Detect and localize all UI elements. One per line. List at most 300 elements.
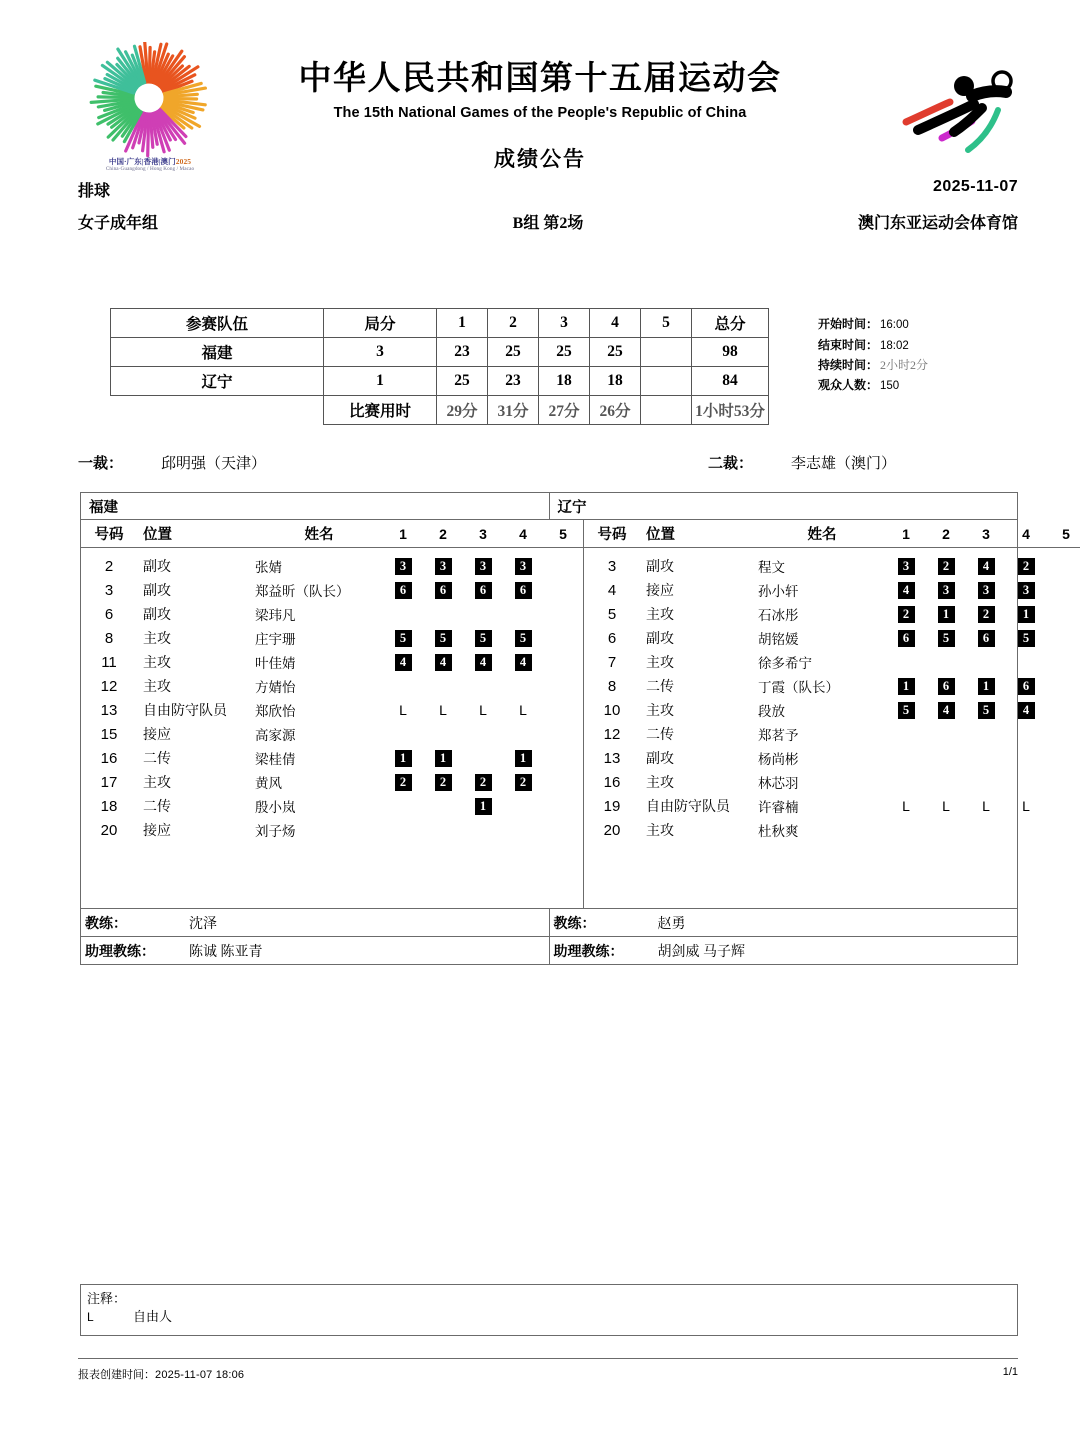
player-set-slot: [383, 774, 423, 791]
player-row: [584, 794, 1080, 818]
roster-header-pos: 位置: [646, 527, 675, 543]
page-header: [0, 0, 1080, 172]
rotation-badge: 3: [978, 582, 995, 599]
match-info-value: 16:00: [880, 319, 909, 331]
footer-page-number: 1/1: [1002, 1366, 1018, 1378]
player-set-slot: [383, 630, 423, 647]
player-set-slot: [966, 558, 1006, 575]
player-set-slot: [966, 606, 1006, 623]
player-set-slot: [503, 630, 543, 647]
score-duration-cell: 31分: [488, 396, 539, 425]
player-row: [81, 626, 583, 650]
player-number: 3: [607, 557, 617, 575]
score-set-cell: 25: [488, 338, 539, 367]
player-set-slot: [1006, 798, 1046, 814]
rotation-badge: 3: [475, 558, 492, 575]
player-name: 梁玮凡: [255, 608, 296, 623]
player-row: [81, 794, 583, 818]
player-position: 主攻: [143, 632, 171, 647]
match-info-row: [818, 356, 928, 376]
score-header-cell: 3: [539, 309, 590, 338]
player-set-slot: [966, 798, 1006, 814]
player-set-slot: [966, 582, 1006, 599]
player-number: 19: [603, 797, 621, 815]
rotation-badge: 2: [435, 774, 452, 791]
rotation-badge: 6: [978, 630, 995, 647]
roster-set-header: 1: [902, 525, 910, 542]
libero-marker: L: [439, 702, 447, 718]
legend-key-libero: L: [87, 1310, 94, 1324]
score-duration-cell: 26分: [590, 396, 641, 425]
score-table: [110, 308, 769, 425]
libero-marker: L: [902, 798, 910, 814]
rotation-badge: 5: [475, 630, 492, 647]
assistant-label-right: 助理教练：: [553, 944, 624, 960]
match-info-row: [818, 376, 928, 397]
player-set-slot: [1006, 702, 1046, 719]
player-set-slot: [1046, 798, 1080, 814]
player-name: 高家源: [255, 728, 296, 743]
player-set-slot: [966, 630, 1006, 647]
footer-created-label: 报表创建时间：: [78, 1369, 155, 1381]
player-set-slot: [503, 774, 543, 791]
score-team-row: [111, 367, 769, 396]
page-footer: [78, 1366, 1018, 1382]
match-date: 2025-11-07: [933, 178, 1018, 195]
notes-box: [80, 1284, 1018, 1336]
player-set-positions: [886, 582, 1080, 599]
score-set-cell: 18: [539, 367, 590, 396]
match-info-label: 开始时间：: [818, 317, 879, 331]
score-header-cell: 2: [488, 309, 539, 338]
player-set-positions: [886, 558, 1080, 575]
player-position: 主攻: [646, 776, 674, 791]
score-set-cell: [641, 338, 692, 367]
assistant-right: [550, 937, 1018, 964]
player-position: 主攻: [143, 680, 171, 695]
player-row: [81, 554, 583, 578]
rotation-badge: 4: [1018, 702, 1035, 719]
player-number: 12: [100, 677, 118, 695]
rotation-badge: 6: [475, 582, 492, 599]
player-row: [584, 650, 1080, 674]
match-info-label: 持续时间：: [818, 358, 879, 372]
player-position: 副攻: [646, 560, 674, 575]
roster-column-headers: [81, 520, 583, 548]
rotation-badge: 1: [475, 798, 492, 815]
player-set-slot: [926, 678, 966, 695]
player-set-slot: [423, 774, 463, 791]
score-header-cell: 4: [590, 309, 641, 338]
roster-set-header: 5: [559, 525, 567, 542]
rotation-badge: 6: [515, 582, 532, 599]
player-row: [584, 602, 1080, 626]
rotation-badge: 1: [515, 750, 532, 767]
player-row: [584, 746, 1080, 770]
player-set-slot: [383, 582, 423, 599]
assistant-coach-row: [81, 936, 1017, 964]
player-position: 副攻: [143, 560, 171, 575]
match-info-value: 2小时2分: [880, 358, 929, 372]
libero-marker: L: [1022, 798, 1030, 814]
player-position: 二传: [646, 680, 674, 695]
player-number: 10: [603, 701, 621, 719]
player-row: [584, 626, 1080, 650]
player-set-slot: [383, 798, 423, 815]
player-row: [584, 554, 1080, 578]
player-name: 郑欣怡: [255, 704, 296, 719]
player-row: [81, 602, 583, 626]
player-number: 5: [607, 605, 617, 623]
score-duration-spacer: [111, 396, 324, 425]
player-name: 方婧怡: [255, 680, 296, 695]
player-set-slot: [886, 678, 926, 695]
assistant-label-left: 助理教练：: [85, 944, 155, 960]
page-subtitle: 成绩公告: [494, 148, 586, 171]
rotation-badge: 2: [938, 558, 955, 575]
player-position: 副攻: [143, 608, 171, 623]
rotation-badge: 5: [898, 702, 915, 719]
roster-set-header: 5: [1062, 525, 1070, 542]
score-duration-row: [111, 396, 769, 425]
player-position: 副攻: [143, 584, 171, 599]
roster-header-name: 姓名: [807, 527, 837, 543]
score-set-cell: 23: [488, 367, 539, 396]
player-row: [81, 722, 583, 746]
notes-title: 注释：: [87, 1291, 127, 1306]
player-set-slot: [1046, 606, 1080, 623]
score-team-name: 辽宁: [111, 367, 324, 396]
player-row: [81, 746, 583, 770]
match-info-row: [818, 315, 928, 336]
player-row: [584, 722, 1080, 746]
player-position: 副攻: [646, 632, 674, 647]
player-name: 林芯羽: [758, 776, 799, 791]
player-row: [584, 770, 1080, 794]
team-column-left: [81, 520, 584, 908]
player-number: 2: [104, 557, 114, 575]
player-set-slot: [543, 582, 583, 599]
player-position: 接应: [646, 584, 674, 599]
score-sets-won: 3: [324, 338, 437, 367]
player-set-slot: [926, 606, 966, 623]
player-name: 梁桂倩: [255, 752, 296, 767]
player-set-positions: [383, 774, 583, 791]
footer-divider: [78, 1358, 1018, 1359]
rotation-badge: 3: [435, 558, 452, 575]
score-total: 98: [692, 338, 769, 367]
player-set-positions: [383, 750, 583, 767]
player-set-slot: [966, 702, 1006, 719]
score-set-cell: 25: [590, 338, 641, 367]
rotation-badge: 1: [978, 678, 995, 695]
player-number: 16: [100, 749, 118, 767]
player-set-slot: [423, 798, 463, 815]
player-name: 丁霞（队长）: [758, 680, 839, 695]
score-set-cell: 25: [437, 367, 488, 396]
coach-name-left: 沈泽: [189, 916, 217, 932]
player-name: 孙小轩: [758, 584, 799, 599]
assistant-names-left: 陈诚 陈亚青: [189, 944, 263, 960]
referee-name: 李志雄（澳门）: [791, 456, 897, 472]
player-number: 6: [104, 605, 114, 623]
team-name-left: 福建: [81, 493, 550, 519]
referee-2: [708, 452, 896, 473]
category-label: 女子成年组: [78, 215, 159, 232]
rotation-badge: 6: [898, 630, 915, 647]
coach-name-right: 赵勇: [657, 916, 686, 932]
player-position: 接应: [143, 728, 171, 743]
rotation-badge: 2: [898, 606, 915, 623]
player-set-slot: [463, 630, 503, 647]
player-set-positions: [886, 798, 1080, 814]
score-duration-cell: [641, 396, 692, 425]
score-total: 84: [692, 367, 769, 396]
rotation-badge: 5: [515, 630, 532, 647]
rotation-badge: 3: [938, 582, 955, 599]
player-set-positions: [383, 654, 583, 671]
player-set-slot: [926, 558, 966, 575]
match-info-label: 结束时间：: [818, 337, 879, 352]
match-info-value: 18:02: [880, 339, 909, 352]
roster-set-headers: [886, 526, 1080, 542]
roster-header-num: 号码: [597, 527, 627, 543]
player-position: 主攻: [646, 824, 674, 839]
libero-marker: L: [942, 798, 950, 814]
player-number: 20: [603, 821, 621, 839]
player-set-slot: [543, 702, 583, 718]
player-position: 接应: [143, 824, 171, 839]
score-table-wrap: [110, 308, 769, 425]
rotation-badge: 6: [395, 582, 412, 599]
player-row: [81, 674, 583, 698]
match-label: B组 第2场: [512, 215, 584, 232]
score-duration-label: 比赛用时: [324, 396, 437, 425]
player-set-slot: [966, 678, 1006, 695]
player-position: 主攻: [646, 656, 674, 671]
roster-set-header: 3: [982, 525, 990, 542]
coach-right: [550, 909, 1018, 936]
player-number: 20: [100, 821, 118, 839]
score-header-cell: 参赛队伍: [111, 309, 324, 338]
coach-row: [81, 908, 1017, 936]
player-set-slot: [1046, 558, 1080, 575]
player-set-slot: [543, 558, 583, 575]
referee-label: 二裁：: [708, 456, 754, 472]
coach-label-left: 教练：: [85, 916, 127, 932]
roster-set-header: 4: [1022, 525, 1030, 542]
player-name: 刘子炀: [255, 824, 296, 839]
roster-set-header: 2: [439, 525, 447, 542]
footer-created: [78, 1366, 244, 1382]
match-info-value: 150: [880, 379, 900, 392]
roster-table: [80, 492, 1070, 965]
roster-header-name: 姓名: [304, 527, 334, 543]
roster-header-pos: 位置: [143, 527, 172, 543]
player-set-slot: [463, 654, 503, 671]
referee-row: [78, 452, 1018, 478]
assistant-names-right: 胡剑威 马子辉: [657, 944, 745, 960]
player-set-slot: [1006, 630, 1046, 647]
player-position: 主攻: [143, 656, 171, 671]
player-position: 主攻: [143, 776, 171, 791]
page-title-en: The 15th National Games of the People's Republic of China: [333, 105, 747, 121]
score-set-cell: 25: [539, 338, 590, 367]
player-number: 11: [101, 653, 117, 671]
roster-set-header: 4: [519, 525, 527, 542]
rotation-badge: 1: [1018, 606, 1035, 623]
libero-marker: L: [519, 702, 527, 718]
rotation-badge: 4: [938, 702, 955, 719]
player-position: 二传: [143, 752, 171, 767]
score-duration-cell: 27分: [539, 396, 590, 425]
rotation-badge: 5: [938, 630, 955, 647]
player-position: 自由防守队员: [646, 800, 730, 815]
player-number: 6: [607, 629, 617, 647]
player-set-slot: [886, 630, 926, 647]
player-set-slot: [886, 606, 926, 623]
player-name: 郑益昕（队长）: [255, 584, 350, 599]
assistant-left: [81, 937, 550, 964]
player-set-positions: [886, 606, 1080, 623]
rotation-badge: 6: [1018, 678, 1035, 695]
player-number: 16: [603, 773, 621, 791]
player-set-slot: [423, 558, 463, 575]
player-position: 主攻: [646, 608, 674, 623]
player-set-slot: [503, 702, 543, 718]
score-set-cell: 18: [590, 367, 641, 396]
venue-label: 澳门东亚运动会体育馆: [857, 215, 1018, 232]
player-set-positions: [886, 678, 1080, 695]
roster-columns: [81, 519, 1070, 908]
player-name: 杨尚彬: [758, 752, 799, 767]
player-set-slot: [1046, 630, 1080, 647]
rotation-badge: 1: [435, 750, 452, 767]
player-set-slot: [423, 630, 463, 647]
player-position: 自由防守队员: [143, 704, 227, 719]
meta-row-category: [78, 210, 1018, 236]
referee-name: 邱明强（天津）: [161, 456, 267, 472]
player-row: [584, 578, 1080, 602]
roster-team-names: [81, 493, 1017, 519]
rotation-badge: 2: [1018, 558, 1035, 575]
player-row: [81, 650, 583, 674]
rotation-badge: 1: [898, 678, 915, 695]
player-set-slot: [1006, 606, 1046, 623]
player-set-slot: [1046, 678, 1080, 695]
player-set-slot: [886, 558, 926, 575]
player-position: 二传: [143, 800, 171, 815]
rotation-badge: 3: [515, 558, 532, 575]
player-name: 徐多希宁: [758, 656, 812, 671]
score-header-cell: 总分: [692, 309, 769, 338]
page-title-cn: 中华人民共和国第十五届运动会: [298, 59, 782, 96]
rotation-badge: 4: [898, 582, 915, 599]
player-row: [81, 698, 583, 722]
rotation-badge: 3: [395, 558, 412, 575]
meta-row-sport: [78, 178, 1018, 204]
roster-set-headers: [383, 526, 583, 542]
player-set-slot: [383, 558, 423, 575]
libero-marker: L: [479, 702, 487, 718]
legend-text-libero: 自由人: [133, 1309, 173, 1324]
player-number: 8: [607, 677, 617, 695]
player-set-slot: [1046, 702, 1080, 719]
player-number: 12: [603, 725, 621, 743]
roster-column-headers: [584, 520, 1080, 548]
rotation-badge: 2: [978, 606, 995, 623]
player-set-slot: [423, 702, 463, 718]
player-set-slot: [926, 582, 966, 599]
referee-1: [78, 452, 266, 473]
score-header-cell: 5: [641, 309, 692, 338]
player-set-slot: [503, 798, 543, 815]
rotation-badge: 3: [898, 558, 915, 575]
player-set-slot: [463, 774, 503, 791]
player-list: [584, 548, 1080, 908]
player-number: 18: [100, 797, 118, 815]
player-name: 殷小岚: [255, 800, 296, 815]
rotation-badge: 6: [938, 678, 955, 695]
score-team-name: 福建: [111, 338, 324, 367]
match-meta: [0, 178, 1080, 238]
score-set-cell: 23: [437, 338, 488, 367]
player-set-positions: [383, 630, 583, 647]
roster-set-header: 1: [399, 525, 407, 542]
player-row: [81, 818, 583, 842]
emblem-caption-cn: 中国·广东|香港|澳门: [108, 157, 176, 166]
player-row: [584, 818, 1080, 842]
score-header-cell: 局分: [324, 309, 437, 338]
player-number: 17: [100, 773, 118, 791]
player-name: 庄宇珊: [255, 632, 296, 647]
team-name-right: 辽宁: [557, 499, 587, 516]
player-number: 15: [100, 725, 118, 743]
libero-marker: L: [982, 798, 990, 814]
player-set-positions: [886, 630, 1080, 647]
player-set-positions: [886, 702, 1080, 719]
rotation-badge: 4: [395, 654, 412, 671]
player-set-slot: [1046, 582, 1080, 599]
player-name: 黄风: [255, 776, 282, 791]
player-set-slot: [543, 774, 583, 791]
player-name: 杜秋爽: [758, 824, 799, 839]
player-number: 3: [104, 581, 114, 599]
player-name: 许睿楠: [758, 800, 799, 815]
player-set-slot: [383, 654, 423, 671]
rotation-badge: 4: [435, 654, 452, 671]
player-set-slot: [503, 654, 543, 671]
player-set-slot: [423, 582, 463, 599]
player-set-slot: [463, 798, 503, 815]
volleyball-pictogram-icon: [898, 58, 1018, 158]
roster-header-num: 号码: [94, 527, 124, 543]
player-number: 13: [100, 701, 118, 719]
player-set-slot: [383, 702, 423, 718]
player-number: 8: [104, 629, 114, 647]
roster-set-header: 2: [942, 525, 950, 542]
player-set-slot: [1006, 582, 1046, 599]
rotation-badge: 2: [515, 774, 532, 791]
player-position: 主攻: [646, 704, 674, 719]
emblem-caption-en: China·Guangdong / Hong Kong / Macao: [105, 165, 195, 172]
player-set-positions: [383, 798, 583, 815]
coach-label-right: 教练：: [553, 916, 596, 932]
score-duration-total: 1小时53分: [692, 396, 769, 425]
coach-left: [81, 909, 550, 936]
score-team-row: [111, 338, 769, 367]
player-set-slot: [1006, 558, 1046, 575]
